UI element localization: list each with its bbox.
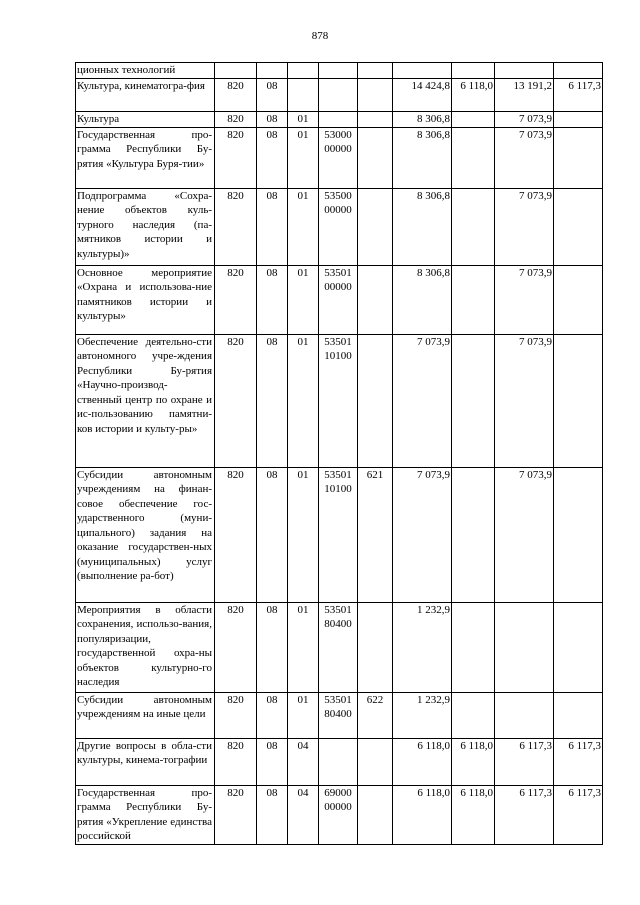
ved-code: 820	[215, 602, 257, 692]
row-name: Культура	[76, 111, 215, 127]
section-code: 08	[257, 78, 288, 111]
expense-type-code	[358, 127, 393, 188]
target-article-code: 53501 10100	[319, 467, 358, 602]
target-article-code	[319, 738, 358, 785]
subsection-code: 01	[288, 602, 319, 692]
sum-2	[452, 602, 495, 692]
sum-2: 6 118,0	[452, 738, 495, 785]
target-article-code: 53500 00000	[319, 188, 358, 265]
section-code: 08	[257, 127, 288, 188]
row-name: Мероприятия в области сохранения, использо-вания, популяризации, государственной охра-ны объектов культурно-го наследия	[76, 602, 215, 692]
table-row	[76, 265, 603, 334]
row-name: Основное мероприятие «Охрана и использова-ние памятников истории и культуры»	[76, 265, 215, 334]
target-article-code: 69000 00000	[319, 785, 358, 844]
row-name: Субсидии автономным учреждениям на финан-совое обеспечение гос-ударственного (муни-ципального) задания на оказание государствен-ных (муниципальных) услуг (выполнение ра-бот)	[76, 467, 215, 602]
sum-2	[452, 188, 495, 265]
table-row	[76, 785, 603, 844]
sum-1: 1 232,9	[393, 602, 452, 692]
sum-2	[452, 467, 495, 602]
sum-4	[554, 334, 603, 467]
ved-code	[215, 63, 257, 79]
expense-type-code: 622	[358, 692, 393, 738]
section-code: 08	[257, 692, 288, 738]
ved-code: 820	[215, 111, 257, 127]
expense-type-code	[358, 738, 393, 785]
subsection-code	[288, 63, 319, 79]
ved-code: 820	[215, 78, 257, 111]
section-code: 08	[257, 334, 288, 467]
ved-code: 820	[215, 738, 257, 785]
table-row	[76, 602, 603, 692]
subsection-code: 01	[288, 692, 319, 738]
section-code: 08	[257, 111, 288, 127]
ved-code: 820	[215, 785, 257, 844]
sum-3	[495, 602, 554, 692]
subsection-code: 01	[288, 467, 319, 602]
table-row	[76, 738, 603, 785]
sum-4	[554, 692, 603, 738]
table-row	[76, 467, 603, 602]
section-code: 08	[257, 785, 288, 844]
target-article-code: 53000 00000	[319, 127, 358, 188]
ved-code: 820	[215, 467, 257, 602]
sum-3: 7 073,9	[495, 265, 554, 334]
expense-type-code	[358, 188, 393, 265]
table-row	[76, 78, 603, 111]
sum-3: 13 191,2	[495, 78, 554, 111]
sum-4: 6 117,3	[554, 738, 603, 785]
sum-4: 6 117,3	[554, 785, 603, 844]
sum-4	[554, 188, 603, 265]
row-name: Культура, кинематогра-фия	[76, 78, 215, 111]
target-article-code	[319, 78, 358, 111]
row-name: Другие вопросы в обла-сти культуры, кинема-тографии	[76, 738, 215, 785]
sum-2	[452, 63, 495, 79]
expense-type-code	[358, 111, 393, 127]
sum-4	[554, 467, 603, 602]
page-number: 878	[311, 30, 329, 42]
sum-3: 7 073,9	[495, 334, 554, 467]
target-article-code	[319, 63, 358, 79]
expense-type-code	[358, 785, 393, 844]
target-article-code	[319, 111, 358, 127]
expense-type-code	[358, 334, 393, 467]
subsection-code	[288, 78, 319, 111]
target-article-code: 53501 00000	[319, 265, 358, 334]
ved-code: 820	[215, 334, 257, 467]
sum-4	[554, 602, 603, 692]
ved-code: 820	[215, 188, 257, 265]
sum-1: 14 424,8	[393, 78, 452, 111]
expense-type-code	[358, 78, 393, 111]
ved-code: 820	[215, 127, 257, 188]
expense-type-code	[358, 265, 393, 334]
sum-1: 7 073,9	[393, 334, 452, 467]
sum-3: 6 117,3	[495, 738, 554, 785]
sum-3: 7 073,9	[495, 467, 554, 602]
sum-1: 8 306,8	[393, 188, 452, 265]
section-code: 08	[257, 602, 288, 692]
table-row	[76, 334, 603, 467]
section-code: 08	[257, 188, 288, 265]
row-name: Обеспечение деятельно-сти автономного учре-ждения Республики Бу-рятия «Научно-производ-ственный центр по охране и ис-пользованию памятни-ков истории и культу-ры»	[76, 334, 215, 467]
sum-1: 7 073,9	[393, 467, 452, 602]
section-code: 08	[257, 467, 288, 602]
sum-2: 6 118,0	[452, 78, 495, 111]
section-code	[257, 63, 288, 79]
subsection-code: 01	[288, 111, 319, 127]
ved-code: 820	[215, 692, 257, 738]
expense-type-code: 621	[358, 467, 393, 602]
subsection-code: 01	[288, 334, 319, 467]
subsection-code: 01	[288, 127, 319, 188]
row-name: Субсидии автономным учреждениям на иные цели	[76, 692, 215, 738]
sum-2	[452, 334, 495, 467]
expense-type-code	[358, 602, 393, 692]
subsection-code: 01	[288, 265, 319, 334]
table-row	[76, 692, 603, 738]
sum-4	[554, 127, 603, 188]
ved-code: 820	[215, 265, 257, 334]
section-code: 08	[257, 738, 288, 785]
sum-4	[554, 265, 603, 334]
sum-1: 6 118,0	[393, 785, 452, 844]
row-name: ционных технологий	[76, 63, 215, 79]
sum-2	[452, 127, 495, 188]
table-row	[76, 188, 603, 265]
sum-1: 6 118,0	[393, 738, 452, 785]
sum-1: 1 232,9	[393, 692, 452, 738]
subsection-code: 04	[288, 785, 319, 844]
subsection-code: 04	[288, 738, 319, 785]
row-name: Подпрограмма «Сохра-нение объектов куль-турного наследия (па-мятников истории и культуры)»	[76, 188, 215, 265]
expense-type-code	[358, 63, 393, 79]
sum-3: 6 117,3	[495, 785, 554, 844]
target-article-code: 53501 80400	[319, 692, 358, 738]
table-body	[76, 63, 603, 845]
sum-1: 8 306,8	[393, 111, 452, 127]
table-row	[76, 63, 603, 79]
target-article-code: 53501 10100	[319, 334, 358, 467]
sum-4	[554, 111, 603, 127]
sum-3: 7 073,9	[495, 188, 554, 265]
sum-4: 6 117,3	[554, 78, 603, 111]
table-row	[76, 127, 603, 188]
table-row	[76, 111, 603, 127]
sum-2: 6 118,0	[452, 785, 495, 844]
row-name: Государственная про-грамма Республики Бу-рятия «Укрепление единства российской	[76, 785, 215, 844]
sum-3: 7 073,9	[495, 111, 554, 127]
sum-1: 8 306,8	[393, 127, 452, 188]
target-article-code: 53501 80400	[319, 602, 358, 692]
sum-1: 8 306,8	[393, 265, 452, 334]
sum-3: 7 073,9	[495, 127, 554, 188]
budget-table	[75, 62, 603, 845]
section-code: 08	[257, 265, 288, 334]
sum-1	[393, 63, 452, 79]
sum-2	[452, 265, 495, 334]
sum-4	[554, 63, 603, 79]
sum-2	[452, 111, 495, 127]
sum-2	[452, 692, 495, 738]
sum-3	[495, 692, 554, 738]
row-name: Государственная про-грамма Республики Бу-рятия «Культура Буря-тии»	[76, 127, 215, 188]
sum-3	[495, 63, 554, 79]
subsection-code: 01	[288, 188, 319, 265]
